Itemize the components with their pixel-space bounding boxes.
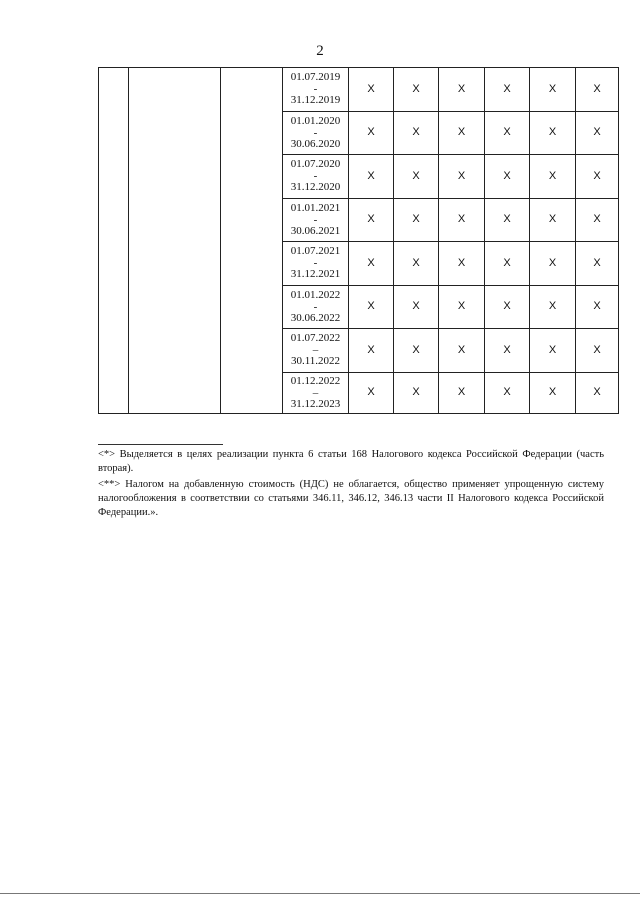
mark-cell: X	[394, 111, 439, 155]
period-end: 31.12.2021	[290, 268, 341, 281]
footnote-1: <*> Выделяется в целях реализации пункта 6 статьи 168 Налогового кодекса Российской Федерации (часть вторая).	[98, 449, 604, 474]
mark-cell: X	[530, 285, 576, 329]
period-separator: -	[313, 257, 318, 270]
mark-cell: X	[530, 68, 576, 112]
period-separator: -	[313, 213, 318, 226]
period-cell	[283, 111, 349, 155]
mark-cell: X	[530, 242, 576, 286]
mark-cell: X	[349, 242, 394, 286]
period-separator: -	[313, 170, 318, 183]
mark-cell: X	[485, 111, 530, 155]
period-start: 01.07.2019	[290, 71, 341, 84]
mark-cell: X	[576, 198, 619, 242]
period-cell	[283, 68, 349, 112]
mark-cell: X	[439, 285, 485, 329]
mark-cell: X	[349, 285, 394, 329]
mark-cell: X	[349, 372, 394, 413]
period-separator: –	[312, 344, 319, 357]
mark-cell: X	[485, 285, 530, 329]
scan-edge-line	[0, 893, 640, 894]
mark-cell: X	[394, 242, 439, 286]
period-start: 01.01.2020	[290, 114, 341, 127]
mark-cell: X	[394, 372, 439, 413]
mark-cell: X	[349, 68, 394, 112]
mark-cell: X	[394, 198, 439, 242]
period-end: 30.11.2022	[290, 355, 341, 368]
tariff-table	[98, 67, 619, 414]
mark-cell: X	[439, 329, 485, 373]
mark-cell: X	[530, 372, 576, 413]
mark-cell: X	[576, 372, 619, 413]
footnotes	[98, 448, 604, 522]
mark-cell: X	[439, 242, 485, 286]
period-start: 01.01.2021	[290, 201, 341, 214]
mark-cell: X	[485, 329, 530, 373]
period-start: 01.07.2022	[290, 332, 341, 345]
mark-cell: X	[394, 155, 439, 199]
period-start: 01.07.2021	[290, 245, 341, 258]
mark-cell: X	[576, 285, 619, 329]
period-end: 30.06.2021	[290, 224, 341, 237]
period-cell	[283, 329, 349, 373]
mark-cell: X	[394, 285, 439, 329]
mark-cell: X	[485, 68, 530, 112]
period-start: 01.07.2020	[290, 158, 341, 171]
period-cell	[283, 242, 349, 286]
period-end: 31.12.2023	[290, 397, 341, 410]
page-number: 2	[316, 43, 324, 59]
mark-cell: X	[439, 198, 485, 242]
mark-cell: X	[349, 329, 394, 373]
empty-cell-category	[221, 68, 283, 414]
mark-cell: X	[485, 372, 530, 413]
mark-cell: X	[394, 329, 439, 373]
mark-cell: X	[530, 329, 576, 373]
period-end: 30.06.2020	[290, 137, 341, 150]
table-row	[99, 68, 619, 112]
mark-cell: X	[349, 111, 394, 155]
table-body	[99, 68, 619, 414]
empty-cell-number	[99, 68, 129, 414]
period-cell	[283, 285, 349, 329]
period-cell	[283, 155, 349, 199]
mark-cell: X	[530, 198, 576, 242]
footnote-divider	[98, 444, 223, 445]
mark-cell: X	[576, 329, 619, 373]
mark-cell: X	[485, 242, 530, 286]
mark-cell: X	[576, 242, 619, 286]
mark-cell: X	[485, 198, 530, 242]
mark-cell: X	[394, 68, 439, 112]
mark-cell: X	[576, 68, 619, 112]
period-start: 01.12.2022	[290, 374, 341, 387]
mark-cell: X	[349, 198, 394, 242]
period-separator: -	[313, 83, 318, 96]
mark-cell: X	[439, 372, 485, 413]
period-separator: -	[313, 300, 318, 313]
period-start: 01.01.2022	[290, 288, 341, 301]
period-end: 31.12.2019	[290, 94, 341, 107]
mark-cell: X	[576, 111, 619, 155]
mark-cell: X	[485, 155, 530, 199]
mark-cell: X	[439, 68, 485, 112]
mark-cell: X	[530, 155, 576, 199]
period-end: 31.12.2020	[290, 181, 341, 194]
mark-cell: X	[439, 111, 485, 155]
footnote-2: <**> Налогом на добавленную стоимость (НДС) не облагается, общество применяет упрощенную систему налогообложения в соответствии со статьями 346.11, 346.12, 346.13 части II Налогового кодекса Российской Федерации.».	[98, 479, 604, 518]
period-cell	[283, 372, 349, 413]
mark-cell: X	[349, 155, 394, 199]
mark-cell: X	[530, 111, 576, 155]
mark-cell: X	[576, 155, 619, 199]
period-end: 30.06.2022	[290, 311, 341, 324]
mark-cell: X	[439, 155, 485, 199]
period-separator: -	[313, 126, 318, 139]
empty-cell-organization	[129, 68, 221, 414]
period-cell	[283, 198, 349, 242]
period-separator: –	[312, 386, 319, 399]
